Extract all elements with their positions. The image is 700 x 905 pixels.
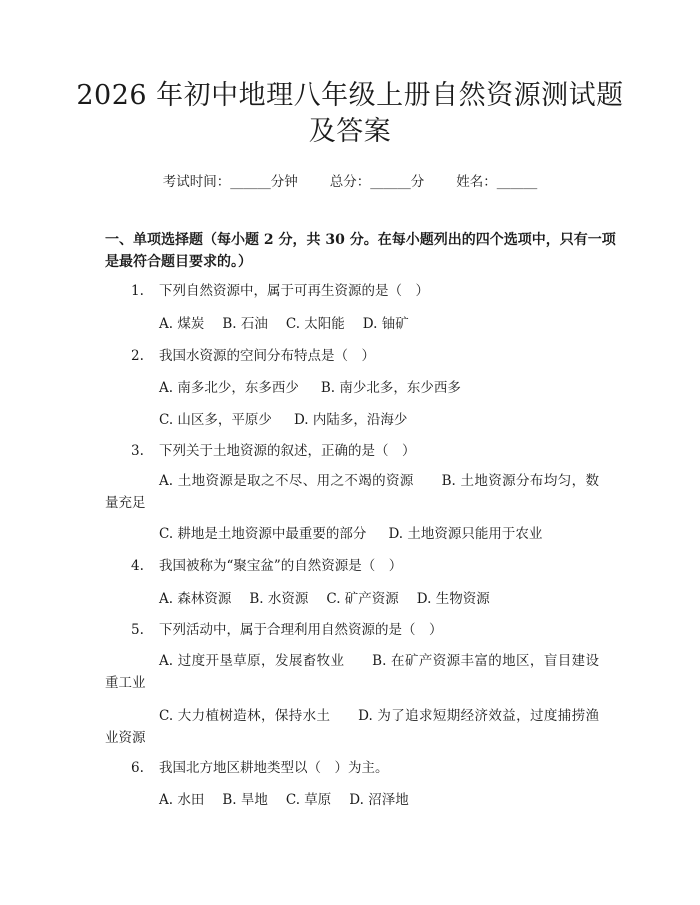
title-line-2: 及答案: [308, 116, 392, 147]
question-5-options-cd: C. 大力植树造林，保持水土 D. 为了追求短期经济效益，过度捕捞渔 业资源: [105, 708, 599, 746]
question-1-options: [159, 314, 427, 334]
option: C. 草原: [285, 792, 332, 808]
option: A. 南多北少，东多西少: [159, 380, 299, 396]
option: D. 沼泽地: [349, 792, 409, 808]
question-5-stem: 5. 下列活动中，属于合理利用自然资源的是（ ）: [131, 622, 443, 638]
question-3-stem: 3. 下列关于土地资源的叙述，正确的是（ ）: [131, 443, 416, 459]
section-heading: [105, 229, 616, 273]
option: D. 土地资源只能用于农业: [388, 526, 543, 542]
option: A. 煤炭: [159, 316, 205, 332]
option: D. 生物资源: [416, 591, 490, 607]
title-line-1: 2026 年初中地理八年级上册自然资源测试题: [76, 80, 624, 111]
question-1-stem: 1. 下列自然资源中，属于可再生资源的是（ ）: [131, 283, 429, 299]
option: A. 森林资源: [159, 591, 232, 607]
exam-time-blank: ______: [230, 174, 271, 190]
exam-meta: [0, 170, 700, 190]
option: C. 耕地是土地资源中最重要的部分: [159, 526, 367, 542]
section-heading-line-2: 是最符合题目要求的。）: [105, 254, 252, 270]
total-score: 总分：______分: [329, 174, 425, 190]
question-6-options: [159, 790, 427, 810]
option: A. 水田: [159, 792, 205, 808]
option: B. 石油: [222, 316, 268, 332]
question-3-options-ab: A. 土地资源是取之不尽、用之不竭的资源 B. 土地资源分布均匀，数 量充足: [105, 473, 599, 511]
question-2-stem: 2. 我国水资源的空间分布特点是（ ）: [131, 348, 375, 364]
option: C. 太阳能: [285, 316, 345, 332]
question-5-options-ab: A. 过度开垦草原，发展畜牧业 B. 在矿产资源丰富的地区，盲目建设 重工业: [105, 653, 599, 691]
question-2-options-ab: [159, 378, 483, 398]
student-name-blank: ______: [496, 174, 538, 190]
option: D. 铀矿: [362, 316, 409, 332]
question-4-options: [159, 589, 508, 609]
question-2-options-cd: [159, 410, 429, 430]
exam-time: 考试时间：______分钟: [162, 174, 298, 190]
section-heading-line-1: 一、单项选择题（每小题 2 分，共 30 分。在每小题列出的四个选项中，只有一项: [105, 232, 616, 248]
option: C. 山区多，平原少: [159, 412, 272, 428]
question-3-options-cd: [159, 524, 564, 544]
total-score-blank: ______: [370, 174, 411, 190]
option: B. 南少北多，东少西多: [320, 380, 461, 396]
option: C. 矿产资源: [326, 591, 399, 607]
option: B. 水资源: [249, 591, 309, 607]
student-name: 姓名：______: [456, 174, 538, 190]
question-6-stem: 6. 我国北方地区耕地类型以（ ）为主。: [131, 760, 389, 776]
option: B. 旱地: [222, 792, 268, 808]
question-4-stem: 4. 我国被称为“聚宝盆”的自然资源是（ ）: [131, 558, 403, 574]
option: D. 内陆多，沿海少: [293, 412, 408, 428]
document-title: [60, 78, 640, 150]
